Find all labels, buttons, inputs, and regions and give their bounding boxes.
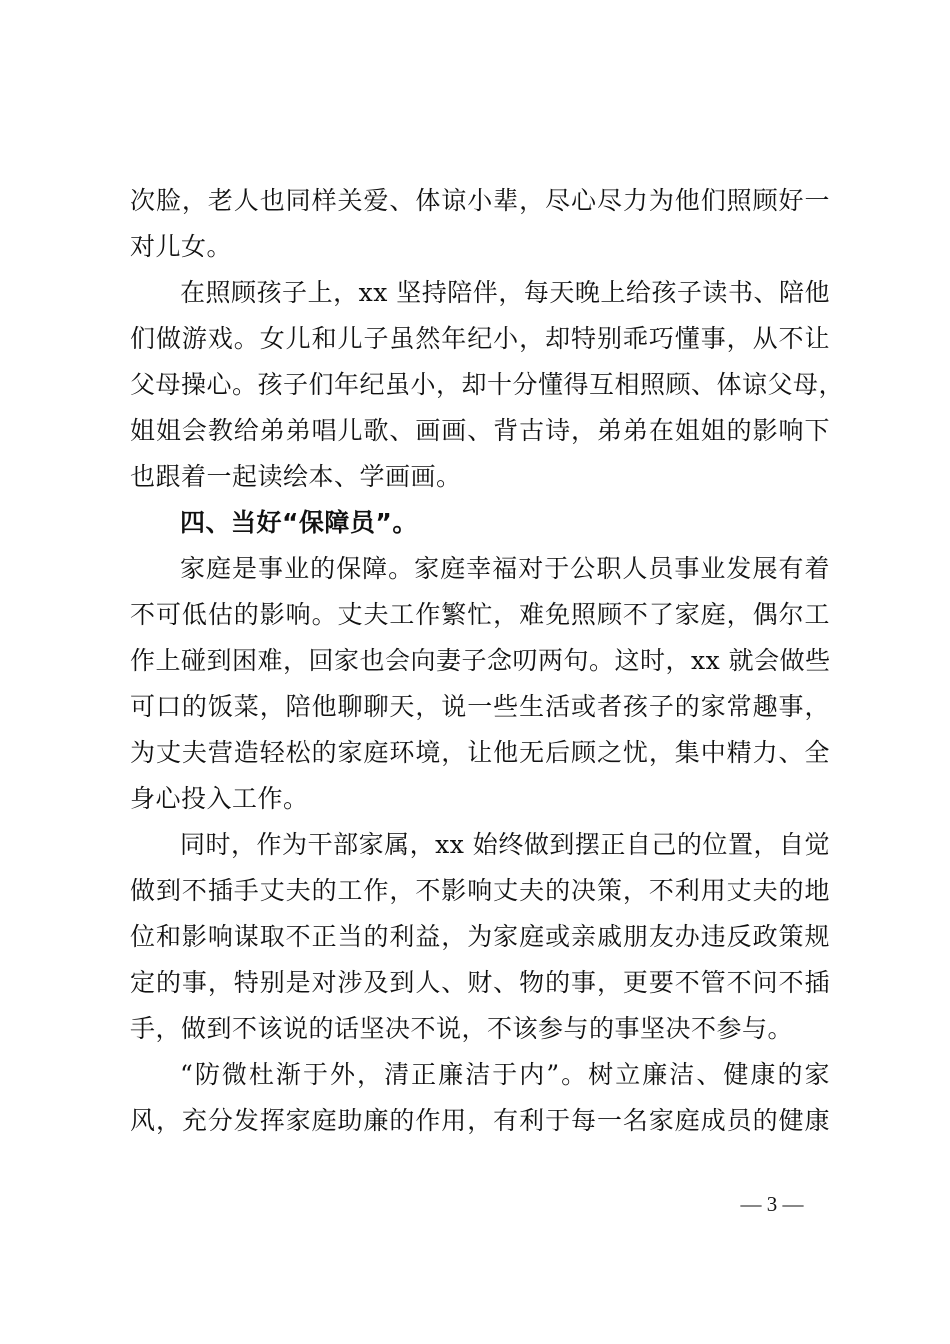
paragraph-line: 对儿女。: [130, 232, 233, 261]
body-text: [130, 178, 845, 1144]
paragraph-line: 姐姐会教给弟弟唱儿歌、画画、背古诗，弟弟在姐姐的影响下: [130, 416, 830, 445]
paragraph-line: 做到不插手丈夫的工作，不影响丈夫的决策，不利用丈夫的地: [130, 876, 830, 905]
paragraph-line: 同时，作为干部家属，xx 始终做到摆正自己的位置，自觉: [180, 830, 830, 859]
paragraph-line: 定的事，特别是对涉及到人、财、物的事，更要不管不问不插: [130, 968, 830, 997]
paragraph-line: 身心投入工作。: [130, 784, 309, 813]
paragraph-line: 父母操心。孩子们年纪虽小，却十分懂得互相照顾、体谅父母，: [130, 370, 845, 399]
paragraph-line: 位和影响谋取不正当的利益，为家庭或亲戚朋友办违反政策规: [130, 922, 830, 951]
paragraph-line: 也跟着一起读绘本、学画画。: [130, 462, 462, 491]
paragraph-line: 在照顾孩子上，xx 坚持陪伴，每天晚上给孩子读书、陪他: [180, 278, 830, 307]
paragraph-line: 为丈夫营造轻松的家庭环境，让他无后顾之忧，集中精力、全: [130, 738, 830, 767]
paragraph-line: 手，做到不该说的话坚决不说，不该参与的事坚决不参与。: [130, 1014, 794, 1043]
section-heading: 四、当好“保障员”。: [180, 508, 418, 537]
paragraph-line: 们做游戏。女儿和儿子虽然年纪小，却特别乖巧懂事，从不让: [130, 324, 830, 353]
paragraph-line: 风，充分发挥家庭助廉的作用，有利于每一名家庭成员的健康: [130, 1106, 830, 1135]
paragraph-line: 作上碰到困难，回家也会向妻子念叨两句。这时，xx 就会做些: [130, 646, 831, 675]
paragraph-line: 可口的饭菜，陪他聊聊天，说一些生活或者孩子的家常趣事，: [130, 692, 830, 721]
paragraph-line: 家庭是事业的保障。家庭幸福对于公职人员事业发展有着: [180, 554, 830, 583]
page-number: — 3 —: [740, 1192, 804, 1216]
paragraph-line: 不可低估的影响。丈夫工作繁忙，难免照顾不了家庭，偶尔工: [130, 600, 830, 629]
paragraph-line: “防微杜渐于外，清正廉洁于内”。树立廉洁、健康的家: [180, 1060, 830, 1089]
paragraph-line: 次脸，老人也同样关爱、体谅小辈，尽心尽力为他们照顾好一: [130, 186, 830, 215]
